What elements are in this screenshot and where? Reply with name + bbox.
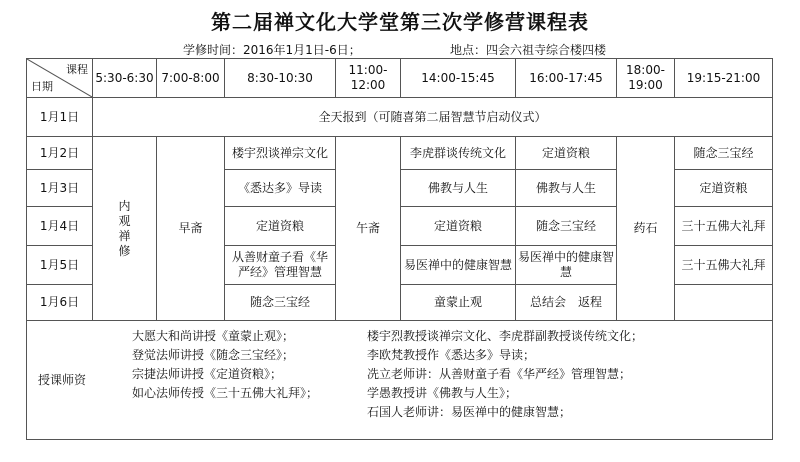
corner-label-date: 日期: [31, 80, 53, 93]
breakfast-cell: 早斋: [157, 137, 225, 321]
teacher-line: 如心法师传授《三十五佛大礼拜》；: [132, 386, 319, 400]
dinner-cell: 药石: [617, 137, 675, 321]
teacher-line: 学愚教授讲《佛教与人生》；: [367, 386, 518, 400]
schedule-location: 地点：四会六祖寺综合楼四楼: [450, 43, 607, 57]
session-cell: 佛教与人生: [516, 170, 617, 207]
page-title: 第二届禅文化大学堂第三次学修营课程表: [211, 10, 589, 34]
session-cell: 李虎群谈传统文化: [401, 137, 516, 170]
time-header: 14:00-15:45: [401, 59, 516, 98]
corner-cell: [27, 59, 93, 98]
session-cell: [675, 285, 773, 321]
date-cell: 1月5日: [27, 246, 93, 285]
corner-label-course: 课程: [66, 63, 88, 76]
session-cell: 总结会 返程: [516, 285, 617, 321]
session-cell: 三十五佛大礼拜: [675, 246, 773, 285]
meditation-cell: 内观禅修: [93, 137, 157, 321]
session-cell: 随念三宝经: [225, 285, 336, 321]
session-cell: 《悉达多》导读: [225, 170, 336, 207]
session-cell: 佛教与人生: [401, 170, 516, 207]
teacher-line: 大愿大和尚讲授《童蒙止观》；: [132, 329, 295, 343]
header-row: [27, 59, 773, 98]
session-cell: 三十五佛大礼拜: [675, 207, 773, 246]
time-header: 19:15-21:00: [675, 59, 773, 98]
session-cell: 易医禅中的健康智慧: [516, 246, 617, 285]
date-cell: 1月6日: [27, 285, 93, 321]
time-header: 5:30-6:30: [93, 59, 157, 98]
teachers-row: [27, 321, 773, 440]
date-cell: 1月1日: [27, 98, 93, 137]
teacher-line: 冼立老师讲：从善财童子看《华严经》管理智慧；: [367, 367, 632, 381]
time-header: 16:00-17:45: [516, 59, 617, 98]
session-cell: 随念三宝经: [516, 207, 617, 246]
session-cell: 楼宇烈谈禅宗文化: [225, 137, 336, 170]
date-cell: 1月2日: [27, 137, 93, 170]
session-cell: 随念三宝经: [675, 137, 773, 170]
teachers-list-right: [367, 327, 643, 422]
all-day-cell: 全天报到（可随喜第二届智慧节启动仪式）: [93, 98, 773, 137]
teacher-line: 李欧梵教授作《悉达多》导读；: [367, 348, 536, 362]
time-header: 8:30-10:30: [225, 59, 336, 98]
date-cell: 1月3日: [27, 170, 93, 207]
table-row: [27, 98, 773, 137]
teachers-list-left: [132, 327, 318, 403]
date-cell: 1月4日: [27, 207, 93, 246]
teacher-line: 登觉法师讲授《随念三宝经》；: [132, 348, 295, 362]
session-cell: 定道资粮: [675, 170, 773, 207]
schedule-dates: 学修时间：2016年1月1日-6日；: [183, 43, 361, 57]
teacher-line: 楼宇烈教授谈禅宗文化、李虎群副教授谈传统文化；: [367, 329, 644, 343]
session-cell: 从善财童子看《华严经》管理智慧: [225, 246, 336, 285]
session-cell: 易医禅中的健康智慧: [401, 246, 516, 285]
teachers-label: 授课师资: [37, 372, 86, 387]
teachers-cell: [27, 321, 773, 440]
lunch-cell: 午斋: [336, 137, 401, 321]
session-cell: 定道资粮: [401, 207, 516, 246]
table-row: [27, 137, 773, 170]
schedule-table: [26, 58, 773, 440]
session-cell: 定道资粮: [225, 207, 336, 246]
time-header: 11:00-12:00: [336, 59, 401, 98]
time-header: 18:00-19:00: [617, 59, 675, 98]
time-header: 7:00-8:00: [157, 59, 225, 98]
session-cell: 童蒙止观: [401, 285, 516, 321]
teacher-line: 石国人老师讲：易医禅中的健康智慧；: [367, 405, 572, 419]
session-cell: 定道资粮: [516, 137, 617, 170]
teacher-line: 宗捷法师讲授《定道资粮》；: [132, 367, 283, 381]
